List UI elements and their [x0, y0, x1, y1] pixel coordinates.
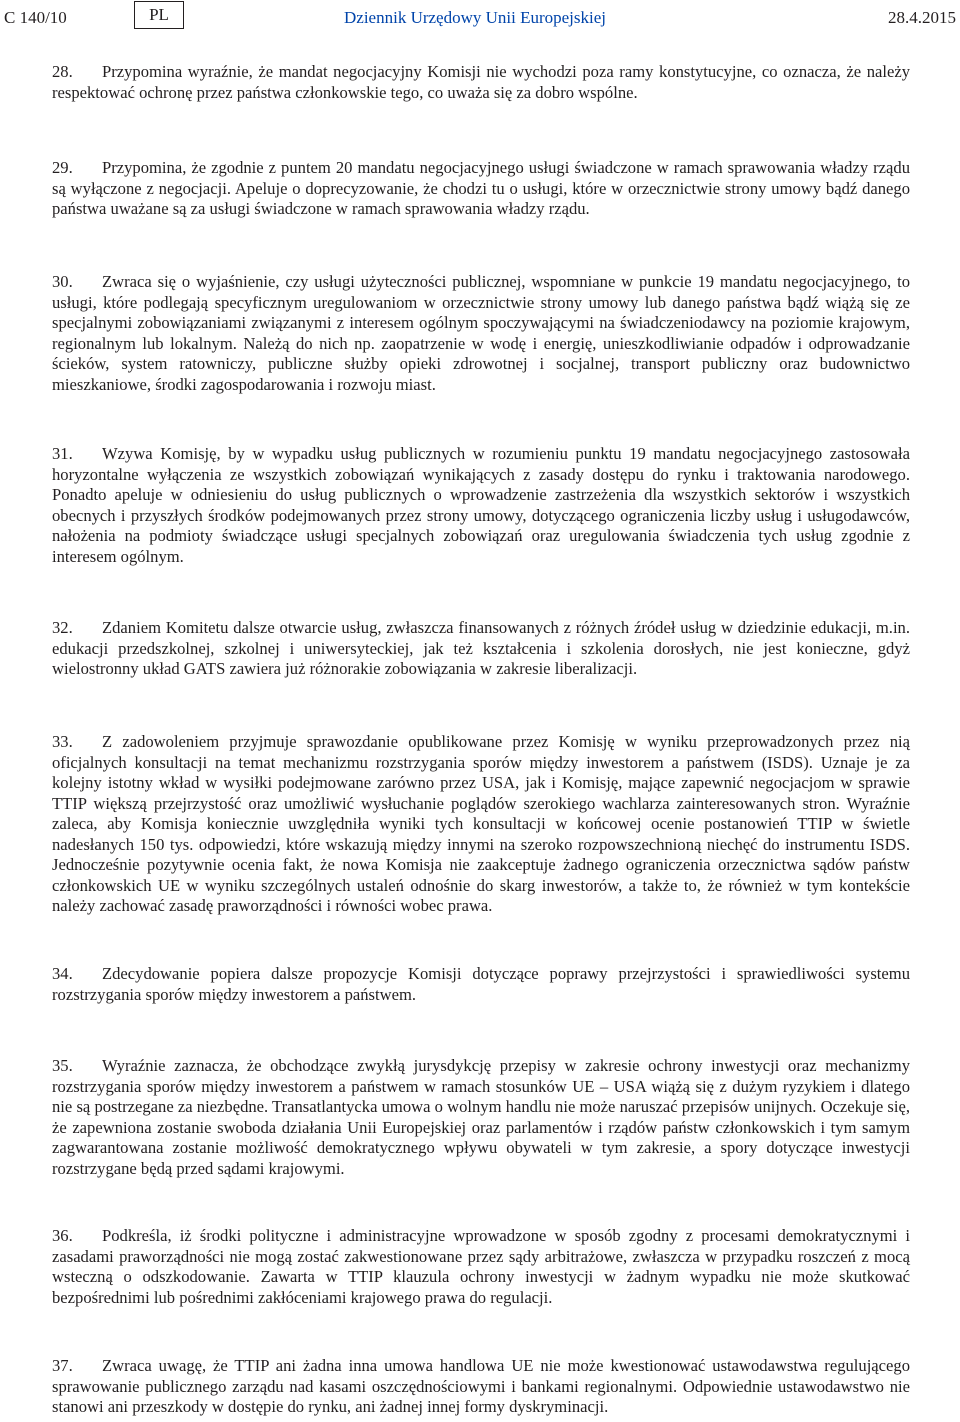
paragraph-37: [52, 1356, 910, 1418]
paragraph-36: [52, 1226, 910, 1308]
journal-title: Dziennik Urzędowy Unii Europejskiej: [344, 8, 607, 27]
paragraph-29: [52, 158, 910, 220]
paragraph-number: 33.: [52, 732, 73, 751]
paragraph-31: [52, 444, 910, 567]
paragraph-number: 32.: [52, 618, 73, 637]
paragraph-text: Wyraźnie zaznacza, że obchodzące zwykłą jurysdykcję przepisy w zakresie ochrony inwestycji oraz mechanizmy rozstrzygania sporów między inwestorem a państwem w ramach stosunków UE – USA wiążą się z dużym ryzykiem i dlatego nie są postrzegane za niezbędne. Transatlantycka umowa o wolnym handlu nie może naruszać przepisów unijnych. Oczekuje się, że zapewniona zostanie swoboda działania Unii Europejskiej oraz parlamentów i rządów państw członkowskich i tym samym zagwarantowana zostanie możliwość demokratycznego wpływu obywateli w tym zakresie, a spory dotyczące inwestycji rozstrzygane będą przed sądami krajowymi.: [52, 1056, 910, 1178]
paragraph-number: 36.: [52, 1226, 73, 1245]
paragraph-text: Zwraca się o wyjaśnienie, czy usługi użyteczności publicznej, wspomniane w punkcie 19 mandatu negocjacyjnego, to usługi, które podlegają specyficznym uregulowaniom w orzecznictwie strony umowy lub danego państwa bądź wiążą się ze specjalnymi zobowiązaniami związanymi z interesem ogólnym spoczywającymi na świadczeniodawcy na poziomie krajowym, regionalnym lub lokalnym. Należą do nich np. zaopatrzenie w wodę i energię, unieszkodliwianie odpadów i odprowadzanie ścieków, system ratowniczy, publiczne służby opieki zdrowotnej i socjalnej, transport publiczny oraz budownictwo mieszkaniowe, środki zagospodarowania i rozwoju miast.: [52, 272, 910, 394]
paragraph-number: 34.: [52, 964, 73, 983]
paragraph-number: 28.: [52, 62, 73, 81]
paragraph-32: [52, 618, 910, 680]
paragraph-text: Zdecydowanie popiera dalsze propozycje Komisji dotyczące poprawy przejrzystości i sprawiedliwości systemu rozstrzygania sporów między inwestorem a państwem.: [52, 964, 910, 1004]
paragraph-text: Z zadowoleniem przyjmuje sprawozdanie opublikowane przez Komisję w wyniku przeprowadzonych przez nią oficjalnych konsultacji na temat mechanizmu rozstrzygania sporów między inwestorem a państwem (ISDS). Uznaje je za kolejny istotny wkład w wysiłki podejmowane zarówno przez USA, jak i Komisję, mające zapewnić negocjacjom w sprawie TTIP większą przejrzystość oraz umożliwić wysłuchanie poglądów szerokiego wachlarza zainteresowanych stron. Wyraźnie zaleca, aby Komisja koniecznie uwzględniła wyniki tych konsultacji w końcowej ocenie postanowień TTIP w świetle nadesłanych 150 tys. odpowiedzi, które wskazują między innymi na szeroko rozpowszechnioną niechęć do instrumentu ISDS. Jednocześnie pozytywnie ocenia fakt, że nowa Komisja nie zaakceptuje żadnego ograniczenia orzecznictwa sądów państw członkowskich UE w wyniku szczególnych ustaleń odnośnie do skarg inwestorów, a także to, że również w tym kontekście należy zachować zasadę praworządności i równości wobec prawa.: [52, 732, 910, 915]
paragraph-number: 29.: [52, 158, 73, 177]
paragraph-number: 35.: [52, 1056, 73, 1075]
paragraph-number: 31.: [52, 444, 73, 463]
paragraph-30: [52, 272, 910, 395]
paragraph-number: 37.: [52, 1356, 73, 1375]
paragraph-text: Zwraca uwagę, że TTIP ani żadna inna umowa handlowa UE nie może kwestionować ustawodawstwa regulującego sprawowanie publicznego zarządu nad kasami oszczędnościowymi i bankami regionalnymi. Odpowiednie ustawodawstwo nie stanowi ani przeszkody w dostępie do rynku, ani żadnej innej formy dyskryminacji.: [52, 1356, 910, 1416]
paragraph-text: Przypomina, że zgodnie z puntem 20 mandatu negocjacyjnego usługi świadczone w ramach sprawowania władzy rządu są wyłączone z negocjacji. Apeluje o doprecyzowanie, że chodzi tu o usługi, które w orzecznictwie strony umowy bądź danego państwa uważane są za usługi świadczone w ramach sprawowania władzy rządu.: [52, 158, 910, 218]
paragraph-text: Zdaniem Komitetu dalsze otwarcie usług, zwłaszcza finansowanych z różnych źródeł usług w dziedzinie edukacji, m.in. edukacji przedszkolnej, szkolnej i uniwersyteckiej, jak też kształcenia i szkolenia dorosłych, nie jest konieczne, gdyż wielostronny układ GATS zawiera już różnorakie zobowiązania w zakresie liberalizacji.: [52, 618, 910, 678]
paragraph-34: [52, 964, 910, 1005]
page-header: [0, 0, 960, 40]
paragraph-number: 30.: [52, 272, 73, 291]
paragraph-text: Wzywa Komisję, by w wypadku usług publicznych w rozumieniu punktu 19 mandatu negocjacyjnego zastosowała horyzontalne wyłączenia ze wszystkich zobowiązań wynikających z zasady dostępu do rynku i traktowania narodowego. Ponadto apeluje w odniesieniu do usług publicznych o wprowadzenie zastrzeżenia dla wszystkich sektorów i wszystkich obecnych i przyszłych środków podejmowanych przez strony umowy, dotyczącego ograniczenia liczby usług i usługodawców, nałożenia na podmioty świadczące usługi specjalnych zobowiązań oraz uregulowania świadczenia tych usług zgodnie z interesem ogólnym.: [52, 444, 910, 566]
paragraph-35: [52, 1056, 910, 1179]
paragraph-text: Przypomina wyraźnie, że mandat negocjacyjny Komisji nie wychodzi poza ramy konstytucyjne, co oznacza, że należy respektować ochronę przez państwa członkowskie tego, co uważa się za dobro wspólne.: [52, 62, 910, 102]
language-badge: PL: [134, 1, 184, 29]
paragraph-28: [52, 62, 910, 103]
publication-date: 28.4.2015: [888, 8, 956, 27]
paragraph-33: [52, 732, 910, 917]
paragraph-text: Podkreśla, iż środki polityczne i administracyjne wprowadzone w sposób zgodny z procesami demokratycznymi i zasadami praworządności nie mogą zostać zakwestionowane przez sądy arbitrażowe, zwłaszcza w przypadku roszczeń z mocą wsteczną o odszkodowanie. Zawarta w TTIP klauzula ochrony inwestycji w żadnym wypadku nie może skutkować bezpośrednimi lub pośrednimi zakłóceniami krajowego prawa do regulacji.: [52, 1226, 910, 1307]
page-reference: C 140/10: [4, 8, 67, 27]
